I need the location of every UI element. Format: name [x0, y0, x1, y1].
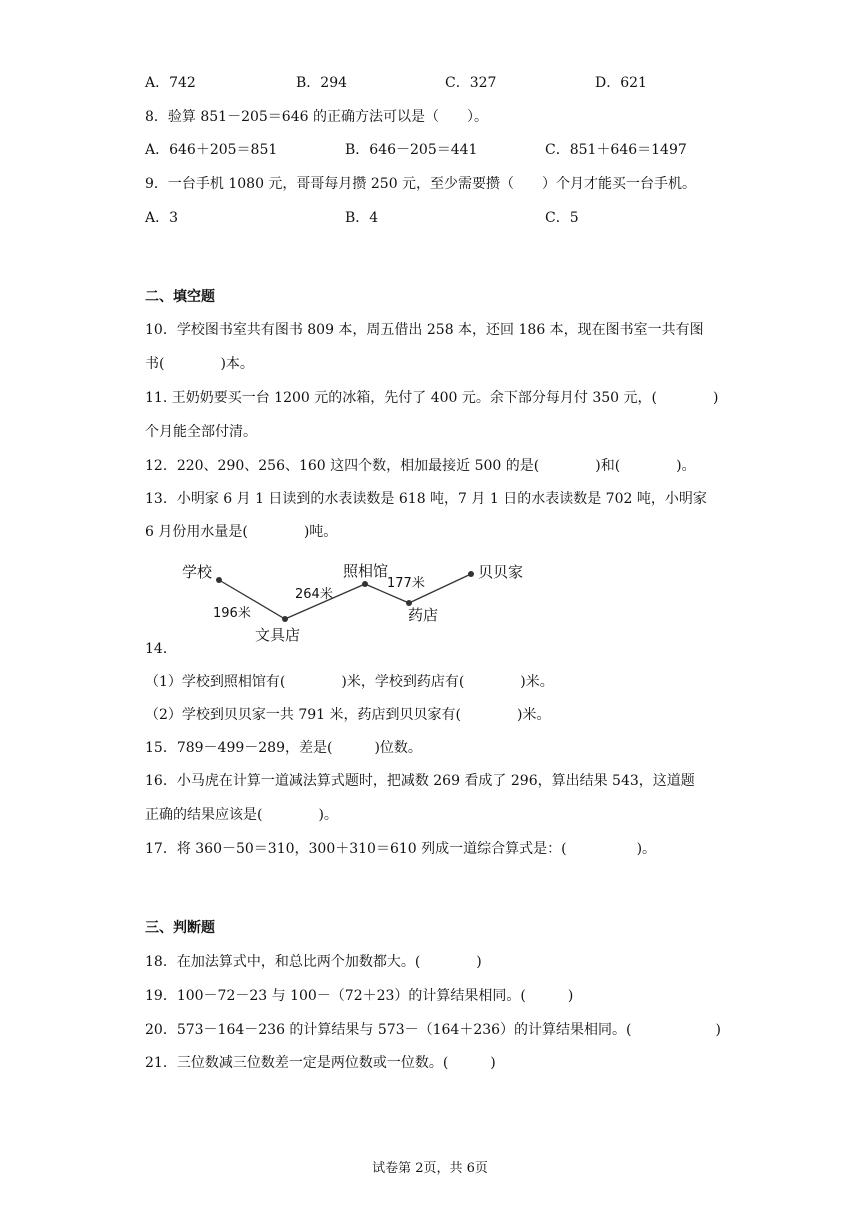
- q11-line-1: 11. 王奶奶要买一台 1200 元的冰箱，先付了 400 元。余下部分每月付 350 元，( ): [145, 390, 719, 406]
- q8-option-c: C．851＋646＝1497: [545, 142, 687, 158]
- stationery-point: [282, 616, 288, 622]
- q14-number: 14．: [145, 641, 177, 657]
- place-home: 贝贝家: [478, 563, 524, 581]
- q7-option-b: B．294: [296, 75, 348, 91]
- q16-line-2: 正确的结果应该是( )。: [145, 807, 338, 823]
- q15: 15．789－499－289，差是( )位数。: [145, 740, 422, 756]
- q8-stem: 8．验算 851－205＝646 的正确方法可以是（ ）。: [145, 109, 488, 125]
- q13-line-2: 6 月份用水量是( )吨。: [145, 524, 338, 540]
- section-3-heading: 三、判断题: [145, 920, 215, 936]
- q18: 18．在加法算式中，和总比两个加数都大。( ): [145, 954, 482, 970]
- q7-option-c: C．327: [445, 75, 497, 91]
- q7-option-a: A．742: [145, 75, 196, 91]
- section-2-heading: 二、填空题: [145, 289, 215, 305]
- route-map: [175, 555, 545, 650]
- q16-line-1: 16．小马虎在计算一道减法算式题时，把减数 269 看成了 296，算出结果 543，这道题: [145, 773, 695, 789]
- home-point: [468, 571, 474, 577]
- q11-line-2: 个月能全部付清。: [145, 424, 257, 440]
- q9-option-a: A．3: [145, 210, 179, 226]
- q17: 17．将 360－50＝310，300＋310＝610 列成一道综合算式是：( )。: [145, 841, 657, 857]
- q9-option-c: C．5: [545, 210, 579, 226]
- q10-line-2: 书( )本。: [145, 356, 254, 372]
- page-footer: 试卷第 2页，共 6页: [372, 1161, 488, 1176]
- photo-studio-point: [362, 581, 368, 587]
- place-photo-studio: 照相馆: [343, 562, 389, 580]
- distance-264: 264米: [295, 587, 333, 602]
- q14-part-2: （2）学校到贝贝家一共 791 米，药店到贝贝家有( )米。: [145, 707, 551, 723]
- q9-stem: 9．一台手机 1080 元，哥哥每月攒 250 元，至少需要攒（ ）个月才能买一台手机。: [145, 176, 697, 192]
- distance-196: 196米: [213, 606, 251, 621]
- place-pharmacy: 药店: [408, 606, 439, 624]
- q14-part-1: （1）学校到照相馆有( )米，学校到药店有( )米。: [145, 674, 554, 690]
- q9-option-b: B．4: [345, 210, 379, 226]
- q8-option-b: B．646－205＝441: [345, 142, 478, 158]
- q8-option-a: A．646＋205＝851: [145, 142, 278, 158]
- q13-line-1: 13．小明家 6 月 1 日读到的水表读数是 618 吨，7 月 1 日的水表读数是 702 吨，小明家: [145, 491, 707, 507]
- q21: 21．三位数减三位数差一定是两位数或一位数。( ): [145, 1055, 496, 1071]
- school-point: [216, 577, 222, 583]
- q19: 19．100－72－23 与 100－（72＋23）的计算结果相同。( ): [145, 988, 574, 1004]
- distance-177: 177米: [387, 576, 425, 591]
- place-school: 学校: [182, 563, 213, 581]
- place-stationery: 文具店: [255, 626, 301, 644]
- q20: 20．573－164－236 的计算结果与 573－（164＋236）的计算结果相同。( ): [145, 1022, 721, 1038]
- q12: 12．220、290、256、160 这四个数，相加最接近 500 的是( )和( )。: [145, 458, 696, 474]
- q10-line-1: 10．学校图书室共有图书 809 本，周五借出 258 本，还回 186 本，现在图书室一共有图: [145, 322, 704, 338]
- q7-option-d: D．621: [595, 75, 647, 91]
